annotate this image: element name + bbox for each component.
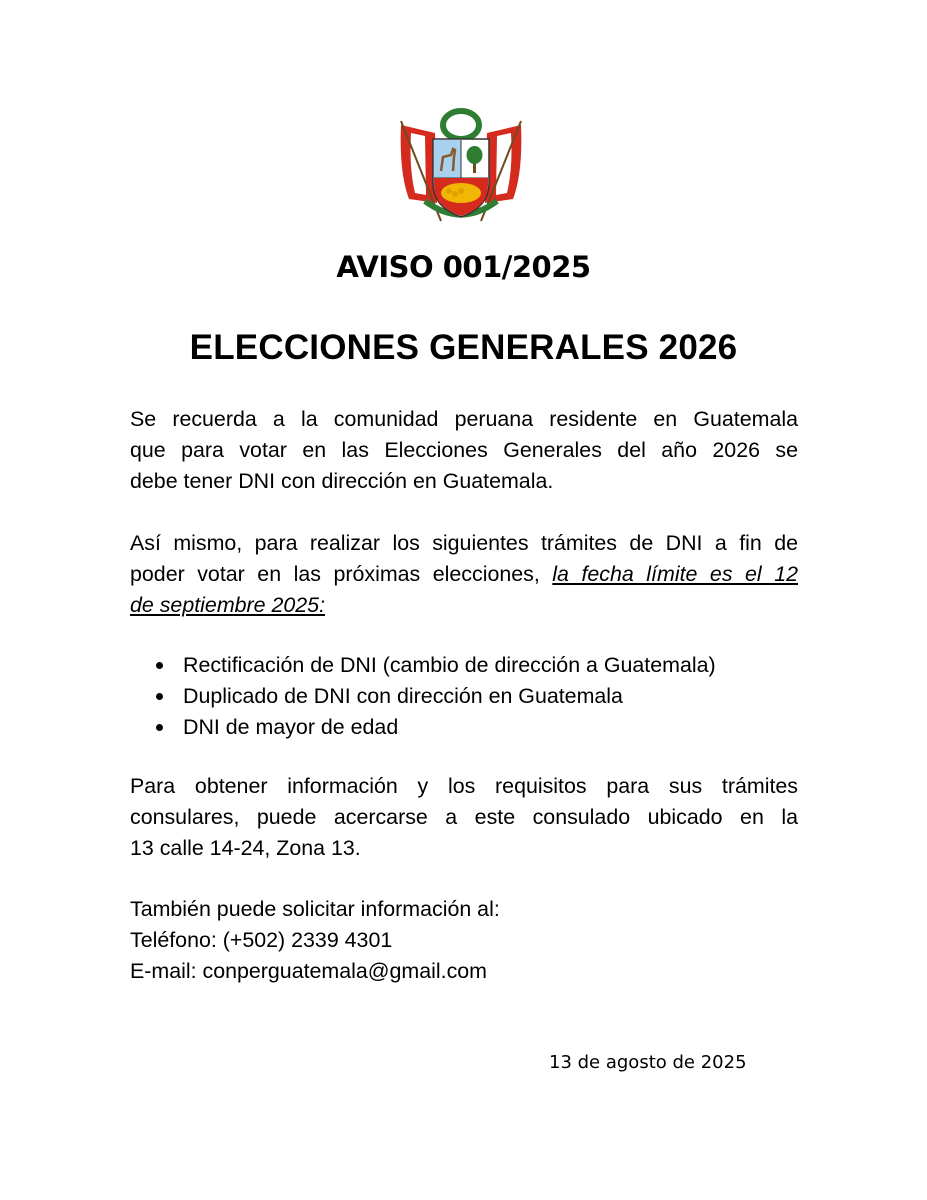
page-title: ELECCIONES GENERALES 2026 xyxy=(189,328,738,367)
paragraph-line: Se recuerda a la comunidad peruana residente en Guatemala xyxy=(130,407,798,431)
list-item-text: Duplicado de DNI con dirección en Guatemala xyxy=(183,684,623,708)
deadline-emphasis: de septiembre 2025: xyxy=(130,593,326,617)
contact-phone: Teléfono: (+502) 2339 4301 xyxy=(130,928,393,952)
list-item-text: DNI de mayor de edad xyxy=(183,715,399,739)
paragraph-dni-requirement xyxy=(130,404,798,497)
contact-block xyxy=(130,894,798,987)
paragraph-line: consulares, puede acercarse a este consulado ubicado en la xyxy=(130,805,798,829)
notice-number: AVISO 001/2025 xyxy=(336,250,591,284)
bullet-icon xyxy=(156,724,163,731)
list-item xyxy=(130,712,716,743)
bullet-icon xyxy=(156,693,163,700)
paragraph-line: Para obtener información y los requisitos para sus trámites xyxy=(130,774,798,798)
peru-coat-of-arms-icon xyxy=(395,103,527,233)
contact-intro: También puede solicitar información al: xyxy=(130,897,500,921)
paragraph-consulate-info xyxy=(130,771,798,864)
deadline-emphasis: la fecha límite es el 12 xyxy=(552,562,798,586)
paragraph-line: Así mismo, para realizar los siguientes trámites de DNI a fin de xyxy=(130,531,798,555)
paragraph-line: que para votar en las Elecciones Generales del año 2026 se xyxy=(130,438,798,462)
paragraph-line: debe tener DNI con dirección en Guatemala. xyxy=(130,469,554,493)
procedures-list xyxy=(130,650,716,743)
bullet-icon xyxy=(156,662,163,669)
paragraph-line: 13 calle 14-24, Zona 13. xyxy=(130,836,361,860)
paragraph-deadline xyxy=(130,528,798,621)
contact-email: E-mail: conperguatemala@gmail.com xyxy=(130,959,487,983)
paragraph-text: poder votar en las próximas elecciones, xyxy=(130,562,553,586)
notice-date: 13 de agosto de 2025 xyxy=(549,1052,747,1073)
paragraph-line xyxy=(130,590,798,621)
list-item xyxy=(130,650,716,681)
paragraph-line xyxy=(130,559,798,590)
list-item-text: Rectificación de DNI (cambio de dirección a Guatemala) xyxy=(183,653,716,677)
list-item xyxy=(130,681,716,712)
